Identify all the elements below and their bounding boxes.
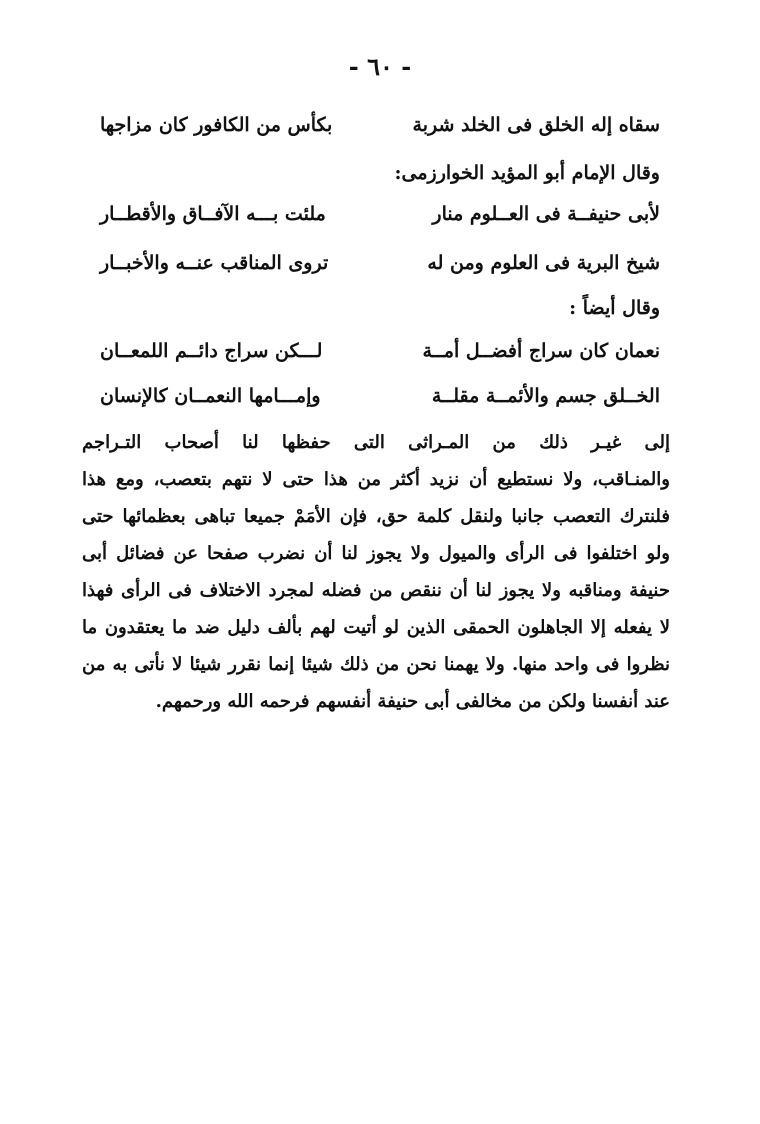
verse-second-hemistich: لـــكن سراج دائــم اللمعــان: [100, 340, 323, 362]
page-number: - ٦٠ -: [348, 52, 412, 81]
poem-verse: [100, 385, 660, 419]
verse-second-hemistich: تروى المناقب عنــه والأخبــار: [100, 252, 329, 274]
prose-line: ولو اختلفوا فى الرأى والميول ولا يجوز لنا أن نضرب صفحا عن فضائل أبى: [82, 543, 670, 564]
poem-introduction: وقال أيضاً :: [569, 297, 660, 319]
prose-line: لا يفعله إلا الجاهلون الحمقى الذين لو أتيت لهم بألف دليل ضد ما يعتقدون ما: [82, 617, 670, 638]
prose-line: والمنـاقب، ولا نستطيع أن نزيد أكثر من هذا حتى لا نتهم بتعصب، ومع هذا: [82, 469, 670, 490]
poem-verse: [100, 203, 660, 237]
prose-line: عند أنفسنا ولكن من مخالفى أبى حنيفة أنفسهم فرحمه الله ورحمهم.: [155, 691, 670, 712]
verse-first-hemistich: سقاه إله الخلق فى الخلد شربة: [412, 114, 660, 136]
poem-introduction: وقال الإمام أبو المؤيد الخوارزمى:: [394, 162, 660, 184]
verse-second-hemistich: ملئت بـــه الآفــاق والأقطــار: [100, 203, 326, 225]
poem-verse: [100, 252, 660, 286]
verse-first-hemistich: لأبى حنيفــة فى العــلوم منار: [432, 203, 660, 225]
poem-verse: [100, 340, 660, 374]
prose-line: فلنترك التعصب جانبا ولنقل كلمة حق، فإن الأمَمْ جميعا تباهى بعظمائها حتى: [82, 506, 670, 527]
prose-line: إلى غيـر ذلك من المـراثى التى حفظها لنا أصحاب التـراجم: [82, 432, 670, 453]
verse-second-hemistich: وإمـــامها النعمــان كالإنسان: [100, 385, 321, 407]
verse-second-hemistich: بكأس من الكافور كان مزاجها: [100, 114, 333, 136]
prose-line: نظروا فى واحد منها. ولا يهمنا نحن من ذلك شيئا إنما نقرر شيئا لا نأتى به من: [82, 654, 670, 675]
prose-paragraph: [82, 424, 670, 720]
verse-first-hemistich: الخــلق جسم والأئمــة مقلــة: [431, 385, 660, 407]
verse-first-hemistich: نعمان كان سراج أفضــل أمــة: [422, 340, 660, 362]
poem-verse: [100, 114, 660, 148]
verse-first-hemistich: شيخ البرية فى العلوم ومن له: [427, 252, 660, 274]
prose-line: حنيفة ومناقبه ولا يجوز لنا أن ننقص من فضله لمجرد الاختلاف فى الرأى فهذا: [82, 580, 670, 601]
